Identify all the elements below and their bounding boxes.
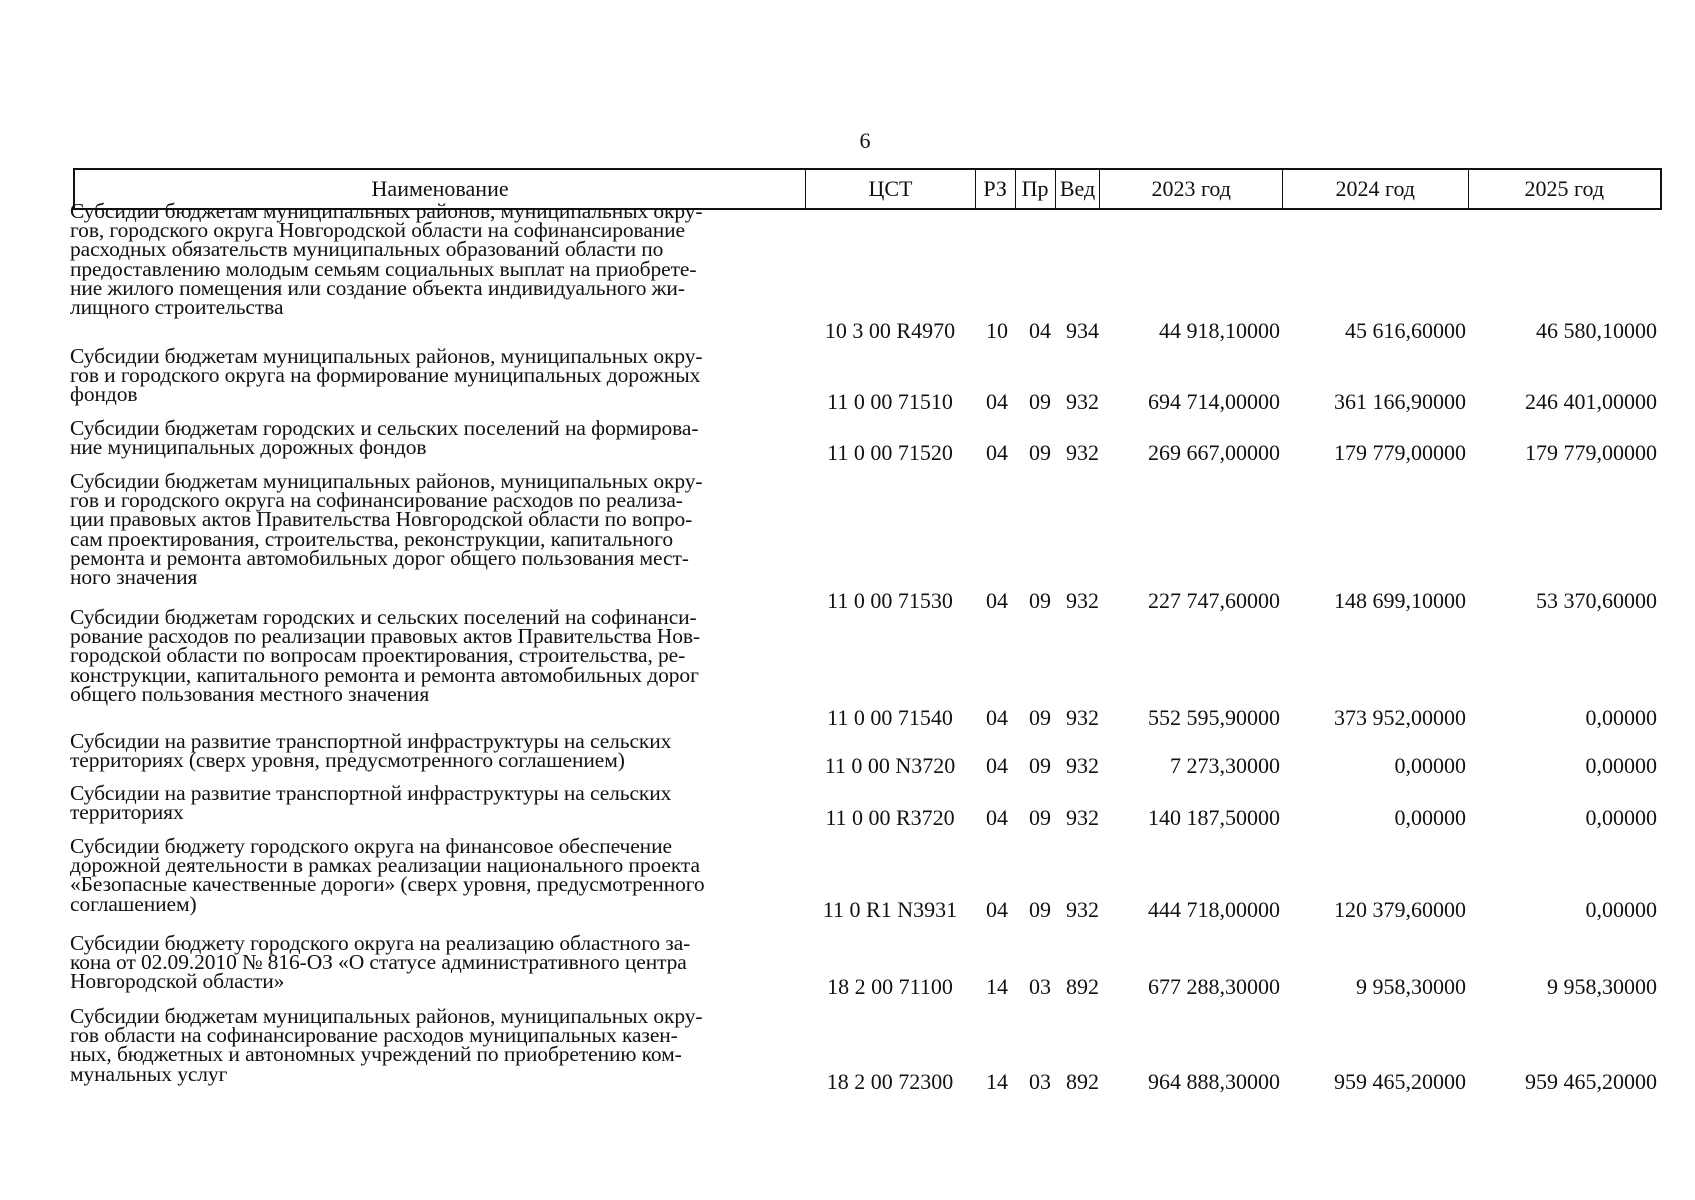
row-cst: 11 0 00 71510: [827, 389, 953, 414]
row-values: [0, 1069, 1695, 1095]
row-values: [0, 440, 1695, 466]
row-2023: 444 718,00000: [1148, 897, 1280, 922]
row-2023: 677 288,30000: [1148, 974, 1280, 999]
row-pr: 04: [1029, 318, 1051, 343]
row-2023: 694 714,00000: [1148, 389, 1280, 414]
row-name: Субсидии бюджетам муниципальных районов, муниципальных окру- гов, городского округа Новгородской области на софинансирование расходных обязательств муниципальных образований области по предоставлению молодым семьям социальных выплат на приобрете- ние жилого помещения или создание объекта индивидуального жи- лищного строительства: [70, 199, 703, 320]
row-ved: 932: [1066, 705, 1099, 730]
row-name: Субсидии на развитие транспортной инфраструктуры на сельских территориях: [70, 781, 672, 825]
row-cst: 10 3 00 R4970: [824, 318, 956, 343]
header-name: Наименование: [75, 170, 806, 208]
row-2024: 45 616,60000: [1345, 318, 1466, 343]
row-values: [0, 974, 1695, 1000]
row-values: [0, 805, 1695, 831]
row-2025: 0,00000: [1585, 705, 1657, 730]
row-2025: 0,00000: [1585, 805, 1657, 830]
row-2023: 7 273,30000: [1170, 753, 1280, 778]
row-pr: 03: [1029, 1069, 1051, 1094]
row-ved: 892: [1066, 1069, 1099, 1094]
row-2024: 361 166,90000: [1334, 389, 1466, 414]
row-name: Субсидии бюджетам городских и сельских поселений на софинанси- рование расходов по реализации правовых актов Правительства Нов- городской области по вопросам проектирования, строительства, ре- конструкции, капитального ремонта и ремонта автомобильных дорог общего пользования местного значения: [70, 605, 700, 706]
row-cst: 11 0 00 R3720: [825, 805, 955, 830]
row-rz: 04: [986, 705, 1008, 730]
header-rz: РЗ: [976, 170, 1016, 208]
row-values: [0, 897, 1695, 923]
header-cst: ЦСТ: [806, 170, 976, 208]
row-pr: 09: [1029, 897, 1051, 922]
row-2024: 120 379,60000: [1334, 897, 1466, 922]
row-2023: 44 918,10000: [1159, 318, 1280, 343]
header-2023: 2023 год: [1100, 170, 1283, 208]
header-pr: Пр: [1016, 170, 1056, 208]
row-cst: 11 0 R1 N3931: [822, 897, 958, 922]
row-name: Субсидии бюджетам муниципальных районов, муниципальных окру- гов области на софинансирование расходов муниципальных казен- ных, бюджетных и автономных учреждений по приобретению ком- мунальных услуг: [70, 1004, 703, 1086]
row-ved: 892: [1066, 974, 1099, 999]
row-2025: 0,00000: [1585, 897, 1657, 922]
row-rz: 14: [986, 974, 1008, 999]
row-2024: 0,00000: [1394, 753, 1466, 778]
row-2024: 373 952,00000: [1334, 705, 1466, 730]
row-rz: 04: [986, 588, 1008, 613]
row-cst: 18 2 00 71100: [827, 974, 953, 999]
row-2024: 9 958,30000: [1356, 974, 1466, 999]
row-values: [0, 753, 1695, 779]
row-2025: 0,00000: [1585, 753, 1657, 778]
row-2024: 179 779,00000: [1334, 440, 1466, 465]
row-rz: 04: [986, 753, 1008, 778]
row-pr: 09: [1029, 705, 1051, 730]
row-2025: 246 401,00000: [1525, 389, 1657, 414]
page-number: 6: [859, 128, 871, 153]
row-values: [0, 705, 1695, 731]
row-2023: 140 187,50000: [1148, 805, 1280, 830]
row-2025: 53 370,60000: [1536, 588, 1657, 613]
row-2023: 269 667,00000: [1148, 440, 1280, 465]
row-2025: 959 465,20000: [1525, 1069, 1657, 1094]
row-rz: 10: [986, 318, 1008, 343]
row-2023: 552 595,90000: [1148, 705, 1280, 730]
row-cst: 11 0 00 71540: [827, 705, 953, 730]
row-name: Субсидии на развитие транспортной инфраструктуры на сельских территориях (сверх уровня, предусмотренного соглашением): [70, 729, 672, 773]
row-2025: 46 580,10000: [1536, 318, 1657, 343]
row-ved: 934: [1066, 318, 1099, 343]
row-values: [0, 318, 1695, 344]
row-ved: 932: [1066, 805, 1099, 830]
row-values: [0, 389, 1695, 415]
header-2025: 2025 год: [1524, 176, 1605, 201]
row-cst: 18 2 00 72300: [826, 1069, 954, 1094]
row-2024: 0,00000: [1394, 805, 1466, 830]
row-pr: 09: [1029, 389, 1051, 414]
row-name: Субсидии бюджету городского округа на реализацию областного за- кона от 02.09.2010 № 816-ОЗ «О статусе административного центра Новгородской области»: [70, 931, 691, 994]
row-cst: 11 0 00 N3720: [824, 753, 956, 778]
row-2024: 959 465,20000: [1334, 1069, 1466, 1094]
row-rz: 04: [986, 897, 1008, 922]
row-rz: 14: [986, 1069, 1008, 1094]
row-name: Субсидии бюджету городского округа на финансовое обеспечение дорожной деятельности в рамках реализации национального проекта «Безопасные качественные дороги» (сверх уровня, предусмотренного соглашением): [70, 834, 705, 916]
row-pr: 09: [1029, 588, 1051, 613]
header-2024: 2024 год: [1283, 170, 1469, 208]
row-ved: 932: [1066, 588, 1099, 613]
row-cst: 11 0 00 71520: [827, 440, 953, 465]
row-name: Субсидии бюджетам муниципальных районов, муниципальных окру- гов и городского округа на формирование муниципальных дорожных фондов: [70, 344, 703, 407]
row-2025: 9 958,30000: [1547, 974, 1657, 999]
row-rz: 04: [986, 389, 1008, 414]
row-pr: 09: [1029, 805, 1051, 830]
row-ved: 932: [1066, 440, 1099, 465]
row-2024: 148 699,10000: [1334, 588, 1466, 613]
row-cst: 11 0 00 71530: [827, 588, 953, 613]
row-rz: 04: [986, 805, 1008, 830]
row-pr: 09: [1029, 440, 1051, 465]
header-ved: Вед: [1056, 170, 1101, 208]
row-pr: 03: [1029, 974, 1051, 999]
row-ved: 932: [1066, 389, 1099, 414]
row-rz: 04: [986, 440, 1008, 465]
row-name: Субсидии бюджетам городских и сельских поселений на формирова- ние муниципальных дорожных фондов: [70, 416, 699, 460]
row-ved: 932: [1066, 897, 1099, 922]
row-2025: 179 779,00000: [1525, 440, 1657, 465]
row-ved: 932: [1066, 753, 1099, 778]
row-pr: 09: [1029, 753, 1051, 778]
row-name: Субсидии бюджетам муниципальных районов, муниципальных окру- гов и городского округа на софинансирование расходов по реализа- ции правовых актов Правительства Новгородской области по вопро- сам проектирования, строительства, реконструкции, капитального ремонта и ремонта автомобильных дорог общего пользования мест- ного значения: [70, 469, 703, 590]
row-2023: 964 888,30000: [1148, 1069, 1280, 1094]
row-2023: 227 747,60000: [1148, 588, 1280, 613]
